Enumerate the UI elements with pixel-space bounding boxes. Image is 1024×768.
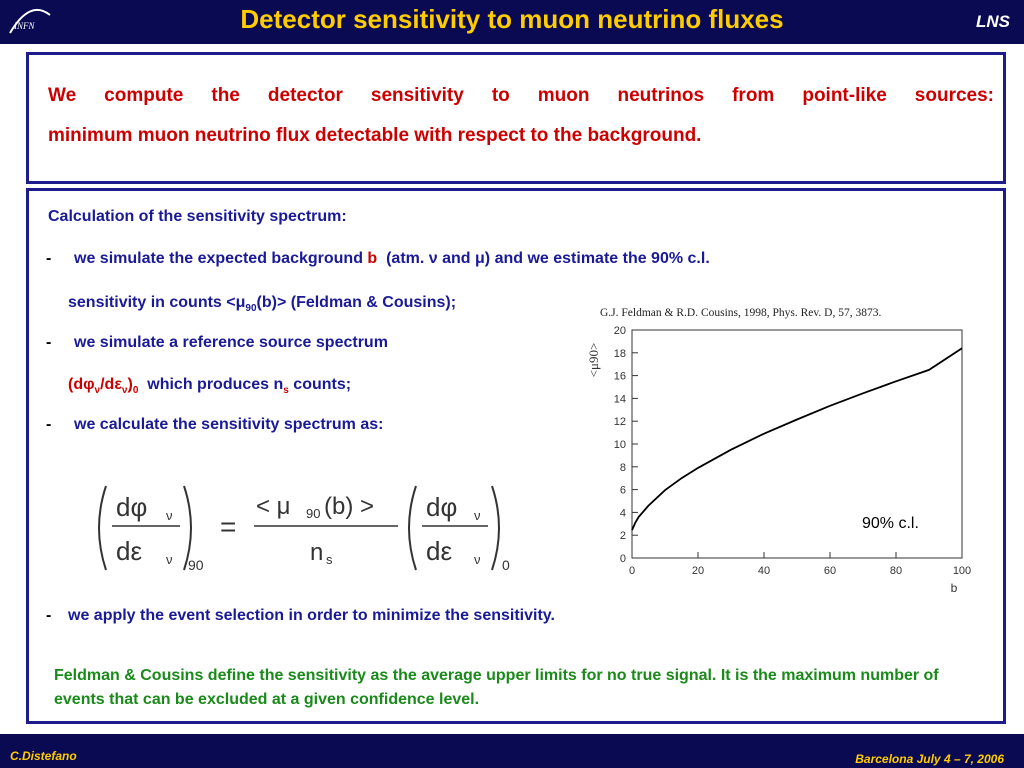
x-tick-label: 20 — [691, 565, 705, 577]
x-axis-label: b — [950, 581, 958, 595]
right-left-paren — [409, 486, 416, 570]
left-den: dε — [116, 536, 143, 566]
flux-sub-3: 0 — [132, 385, 139, 397]
bullet-dash: - — [46, 334, 52, 351]
bullet-1-text-d: sensitivity in counts <μ — [68, 294, 246, 311]
chart-annotation: 90% c.l. — [862, 515, 919, 532]
right-num-sub: ν — [474, 508, 481, 523]
sensitivity-plot — [570, 298, 980, 598]
right-den-sub: ν — [474, 552, 481, 567]
series-line — [632, 348, 962, 530]
right-den: dε — [426, 536, 453, 566]
flux-sub-2: ν — [121, 385, 128, 397]
bullet-2-text-f: counts; — [293, 376, 352, 393]
author-label: C.Distefano — [10, 749, 77, 763]
x-tick-label: 60 — [823, 565, 837, 577]
svg-text:INFN: INFN — [14, 21, 35, 31]
bullet-1-sub: 90 — [245, 303, 257, 315]
page-title: Detector sensitivity to muon neutrino fluxes — [240, 4, 784, 34]
bullet-2-sub-s: s — [283, 385, 289, 397]
x-tick-label: 80 — [889, 565, 903, 577]
bullet-1 — [74, 250, 710, 268]
center-den: n — [310, 539, 324, 566]
y-tick-label: 12 — [613, 416, 626, 429]
y-tick-label: 16 — [613, 370, 626, 383]
center-num-end: (b) > — [324, 493, 375, 520]
bullet-dash: - — [46, 416, 52, 433]
left-num: dφ — [116, 492, 148, 522]
right-num: dφ — [426, 492, 458, 522]
bullet-dash: - — [46, 607, 52, 624]
x-tick-label: 100 — [952, 565, 972, 577]
center-num: < μ — [256, 493, 291, 520]
chart-title: G.J. Feldman & R.D. Cousins, 1998, Phys. Rev. D, 57, 3873. — [600, 307, 882, 319]
left-num-sub: ν — [166, 508, 173, 523]
intro-line-1: We compute the detector sensitivity to muon neutrinos from point-like sources: — [48, 85, 994, 106]
y-tick-label: 8 — [619, 461, 626, 474]
flux-sub-1: ν — [94, 385, 101, 397]
bullet-1-text-a: we simulate the expected background — [74, 250, 363, 267]
bullet-2-flux — [68, 376, 139, 397]
intro-line-2: minimum muon neutrino flux detectable with respect to the background. — [48, 125, 702, 146]
x-tick-label: 0 — [628, 565, 636, 577]
bullet-1-text-e: (b)> (Feldman & Cousins); — [256, 294, 457, 311]
y-tick-label: 10 — [613, 439, 626, 451]
bullet-1-b: b — [367, 250, 378, 267]
bullet-2-text-e: which produces n — [147, 376, 284, 393]
bullet-4: we apply the event selection in order to minimize the sensitivity. — [68, 607, 555, 624]
flux-part-2: /dε — [100, 376, 122, 393]
feldman-cousins-note: Feldman & Cousins define the sensitivity as the average upper limits for no true signal. It is the maximum number of events that can be excluded at a given confidence level. — [54, 667, 939, 708]
flux-part-1: (dφ — [68, 376, 95, 393]
y-tick-label: 6 — [619, 484, 626, 497]
section-heading: Calculation of the sensitivity spectrum: — [48, 208, 347, 225]
bullet-3: we calculate the sensitivity spectrum as: — [74, 416, 384, 433]
bullet-1-text-c: (atm. ν and μ) and we estimate the 90% c.l. — [386, 250, 710, 267]
x-tick-label: 40 — [757, 565, 771, 577]
center-num-sub: 90 — [306, 506, 321, 521]
right-right-paren — [492, 486, 499, 570]
y-tick-label: 18 — [613, 347, 626, 360]
left-subscript-90: 90 — [188, 557, 204, 573]
flux-part-3: ) — [127, 376, 133, 393]
venue-label: Barcelona July 4 – 7, 2006 — [855, 752, 1004, 766]
y-axis-label: <μ90> — [586, 342, 601, 378]
sensitivity-formula — [92, 480, 522, 580]
equals-sign: = — [220, 511, 237, 542]
left-den-sub: ν — [166, 552, 173, 567]
right-subscript-0: 0 — [502, 557, 510, 573]
y-tick-label: 4 — [619, 507, 626, 520]
y-tick-label: 0 — [619, 553, 626, 565]
lab-label: LNS — [976, 12, 1010, 31]
left-paren — [99, 486, 106, 570]
bullet-dash: - — [46, 250, 52, 267]
bullet-2-cont — [68, 376, 351, 396]
bullet-1-cont — [68, 294, 456, 314]
y-tick-label: 20 — [613, 325, 626, 337]
bullet-2: we simulate a reference source spectrum — [74, 334, 388, 351]
y-tick-label: 14 — [613, 393, 626, 406]
center-den-sub: s — [326, 552, 333, 567]
y-tick-label: 2 — [619, 530, 626, 543]
